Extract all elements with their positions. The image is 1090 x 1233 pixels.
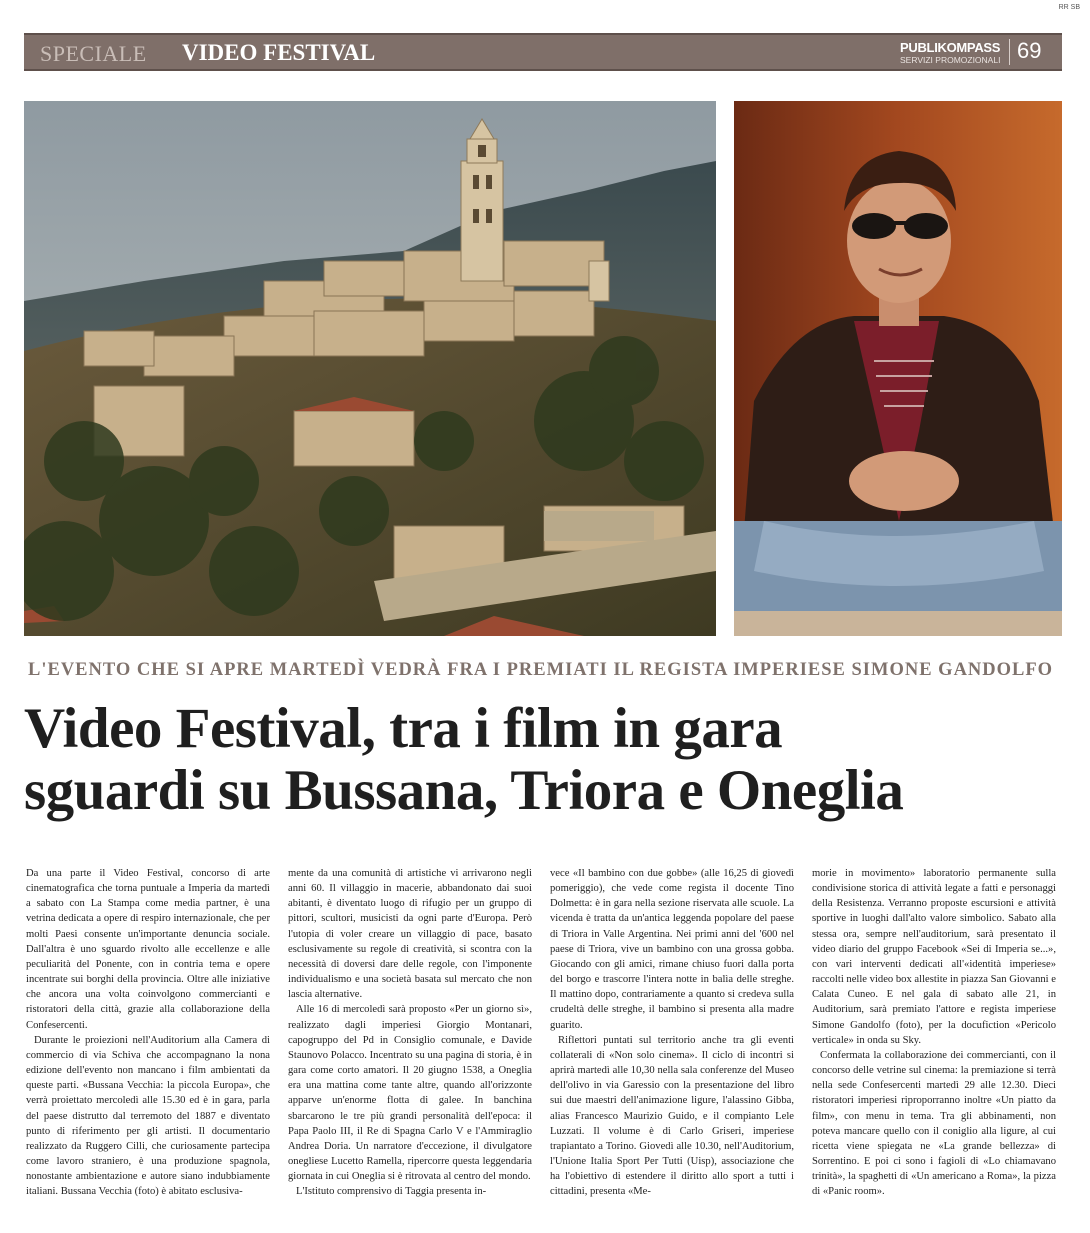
paragraph: vece «Il bambino con due gobbe» (alle 16,25 di giovedì pomeriggio), che vede come regista il docente Tino Dolmetta: è in gara nella sezione riservata alle scuole. La vicenda è tratta da un'antica leggenda popolare del paese di Triora in Valle Argentina. Nei primi anni del '600 nel paese di Triora, vive un bambino con una grossa gobba. Giocando con gli amici, rimane chiuso fuori dalla porta del borgo e trascorre l'intera notte in balìa delle streghe. Il mattino dopo, contrariamente a quanto si credeva sulla crudeltà delle streghe, il bambino si presenta alla madre guarito. — [550, 868, 794, 1031]
headline-line-1: Video Festival, tra i film in gara — [24, 697, 783, 760]
section-label: SPECIALE — [40, 41, 147, 66]
header-divider — [1009, 39, 1010, 65]
paragraph: L'Istituto comprensivo di Taggia presenta in- — [296, 1186, 487, 1198]
publisher-subtitle: SERVIZI PROMOZIONALI — [900, 55, 1001, 65]
article-column-2 — [288, 866, 532, 1226]
article-column-1 — [26, 866, 270, 1226]
paragraph: mente da una comunità di artistiche vi arrivarono negli anni 60. Il villaggio in macerie, abbandonato dai suoi abitanti, è diventato luogo di rifugio per un gruppo di pittori, scultori, musicisti da ogni parte d'Europa. Però l'utopia di voler creare un villaggio di pace, basato esclusivamente su regole di creatività, si scontra con la necessità di doversi dare delle regole, con l'imponente individualismo e una società basata sul mercato che non lascia alternative. — [288, 868, 532, 1001]
section-header — [24, 33, 1062, 71]
kicker: L'EVENTO CHE SI APRE MARTEDÌ VEDRÀ FRA I PREMIATI IL REGISTA IMPERIESE SIMONE GANDOLFO — [28, 660, 1054, 680]
bussana-village-photo — [24, 101, 716, 636]
headline — [24, 698, 1074, 822]
paragraph: morie in movimento» laboratorio permanente sulla condivisione storica di attività legate a fatti e personaggi della Resistenza. Verranno proposte escursioni e attività sportive in luoghi dall'alto valore simbolico. Sabato alla stessa ora, sempre nell'auditorium, sarà presentato il video diario del gruppo Facebook «Sei di Imperia se...», con vari interventi dedicati all'«identità imperiese» raccolti nelle video box allestite in piazza San Giovanni e Calata Cuneo. E nel gala di sabato alle 21, in Auditorium, sarà premiato l'attore e regista imperiese Simone Gandolfo (foto), per la docufiction «Pericolo verticale» in onda su Sky. — [812, 868, 1056, 1046]
headline-line-2: sguardi su Bussana, Triora e Oneglia — [24, 759, 904, 822]
paragraph: Confermata la collaborazione dei commercianti, con il concorso delle vetrine sul cinema: la premiazione si terrà nella sede Confesercenti martedì 29 alle 12.30. Dieci ristoratori imperiesi riproporranno inoltre «Un piatto da film», con menu in tema. Tra gli abbinamenti, non poteva mancare quello con il coniglio alla ligure, al cui ricetta viene spiegata ne «La grande bellezza» di Sorrentino. E poi ci sono i fagioli di «Lo chiamavano trinità», la spaghetti di «Un americano a Roma», la pizza di «Panic room». — [812, 1049, 1056, 1198]
article-column-3 — [550, 866, 794, 1226]
paragraph: Da una parte il Video Festival, concorso di arte cinematografica che torna puntuale a Imperia da martedì a sabato con La Stampa come media partner, è una vetrina dedicata a opere di respiro internazionale, che per molti Paesi consente un'importante denuncia sociale. Dall'altra è uno sguardo rivolto alle eccellenze e alle peculiarità del Ponente, con in contria tema e opere incentrate sui borghi della provincia. Oltre alle iniziative che ancora una volta coinvolgono commercianti e ristoratori della città, grazie alla collaborazione della Confesercenti. — [26, 868, 270, 1031]
paragraph: Riflettori puntati sul territorio anche tra gli eventi collaterali di «Non solo cinema». Il ciclo di incontri si aprirà martedì alle 10,30 nella sala conferenze del Museo dell'olivo in via Garessio con la presentazione del libro sui due maestri dell'animazione ligure, l'alassino Gibba, alias Francesco Maurizio Guido, e il compianto Lele Luzzati. Il volume è di Carlo Griseri, imperiese trapiantato a Torino. Giovedì alle 10.30, nell'Auditorium, l'Unione Italia Sport Per Tutti (Uisp), associazione che ha l'obiettivo di estendere il diritto allo sport a tutti i cittadini, presenta «Me- — [550, 1034, 794, 1198]
page-number: 69 — [1017, 38, 1042, 63]
paragraph: Alle 16 di mercoledì sarà proposto «Per un giorno sì», realizzato dagli imperiesi Giorgio Montanari, capogruppo del Pd in Consiglio comunale, e Davide Staunovo Polacco. Incentrato su una pagina di storia, è in gara come corto amatori. Il 20 giugno 1538, a Oneglia era una mattina come tante altre, quando all'orizzonte apparve un'enorme flotta di galee. In banchina sbarcarono le tre più grandi personalità dell'epoca: il Papa Paolo III, il Re di Spagna Carlo V e l'Ammiraglio Andrea Doria. Un narratore d'eccezione, il divulgatore onegliese Lucetto Ramella, ripercorre questa leggendaria giornata in cui Oneglia si è ritrovata al centro del mondo. — [288, 1004, 532, 1183]
article-column-4 — [812, 866, 1056, 1226]
paragraph: Durante le proiezioni nell'Auditorium alla Camera di commercio di via Schiva che accompagnano la nona edizione dell'evento non mancano i film ambientati da queste parti. «Bussana Vecchia: la piccola Europa», che verrà proiettato mercoledì alle 15.30 ed è in gara, parla del paese distrutto dal terremoto del 1887 e diventato punto di riferimento per gli artisti. Il documentario realizzato da Ruggero Cilli, che curiosamente partecipa come lavoro straniero, è una produzione spagnola, nonostante ambientazione e autore siano indubbiamente italiani. Bussana Vecchia (foto) è abitato esclusiva- — [26, 1034, 270, 1198]
publisher-brand: PUBLIKOMPASS — [900, 40, 1001, 55]
page-id: RR SB — [1058, 4, 1080, 11]
gandolfo-portrait-photo — [734, 101, 1062, 636]
section-title: VIDEO FESTIVAL — [182, 40, 376, 65]
